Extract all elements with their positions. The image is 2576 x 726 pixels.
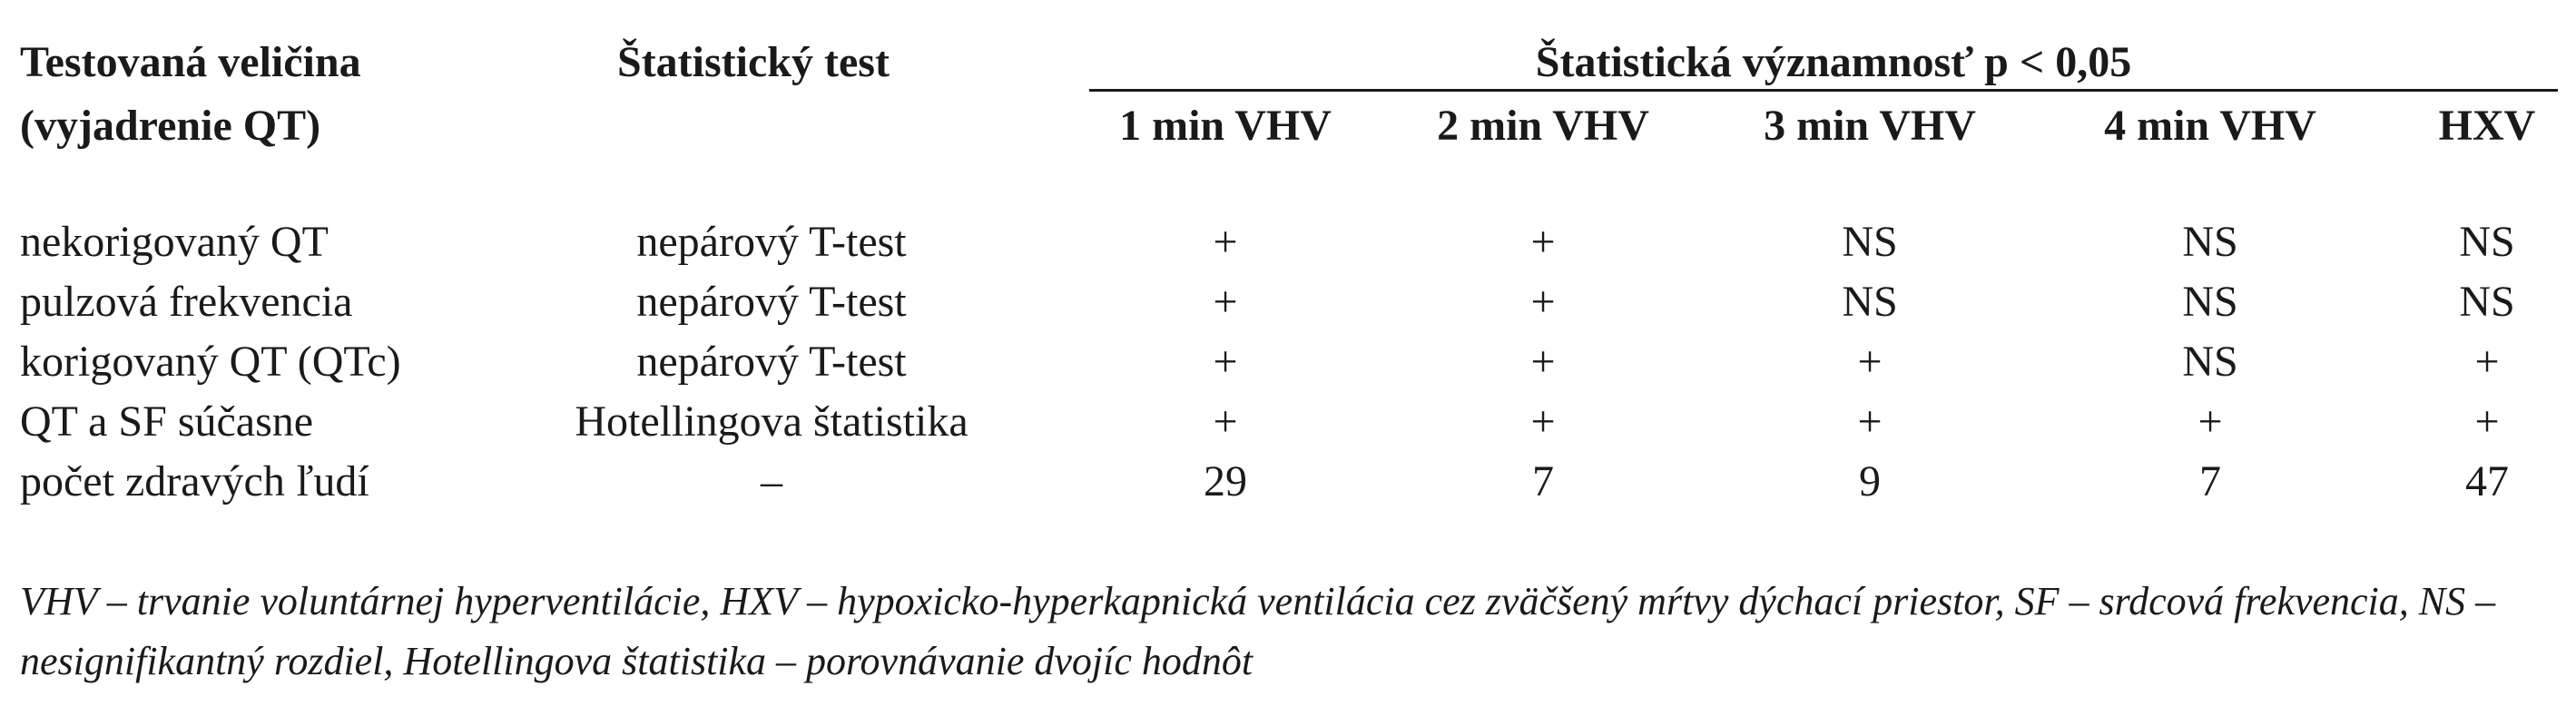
row-value: 29 [1204,457,1247,505]
row-test: nepárový T-test [636,278,907,326]
row-value: NS [1842,218,1898,266]
table-footnote: VHV – trvanie voluntárnej hyperventilácie, HXV – hypoxicko-hyperkapnická ventilácia cez zväčšený mŕtvy dýchací priestor, SF – srdcová frekvencia, NS – nesignifikantný rozdiel, Hotellingova štatistika – porovnávanie dvojíc hodnôt [20,579,2496,683]
row-value: NS [1842,278,1898,326]
row-value: NS [2459,218,2515,266]
row-variable: QT a SF súčasne [20,397,314,446]
row-value: + [1530,397,1556,446]
column-header-2min: 2 min VHV [1437,102,1649,150]
row-value: 7 [2199,457,2221,505]
header-variable-line1: Testovaná veličina [20,38,361,86]
row-test: Hotellingova štatistika [575,397,968,446]
row-value: + [1530,218,1556,266]
column-header-hxv: HXV [2438,102,2536,150]
column-header-3min: 3 min VHV [1764,102,1976,150]
row-value: 7 [1532,457,1554,505]
row-value: + [1213,397,1238,446]
row-variable: pulzová frekvencia [20,278,353,326]
row-test: – [761,457,782,505]
row-value: + [2474,338,2500,386]
row-value: + [2197,397,2223,446]
row-value: + [1530,338,1556,386]
row-value: 47 [2465,457,2509,505]
column-header-1min: 1 min VHV [1119,102,1332,150]
row-value: + [1213,338,1238,386]
header-significance: Štatistická významnosť p < 0,05 [1535,38,2132,86]
header-variable-line2: (vyjadrenie QT) [20,102,321,150]
row-value: + [1213,218,1238,266]
row-test: nepárový T-test [636,218,907,266]
row-variable: korigovaný QT (QTc) [20,338,401,386]
row-value: + [2474,397,2500,446]
row-value: + [1530,278,1556,326]
row-value: NS [2459,278,2515,326]
column-header-4min: 4 min VHV [2104,102,2316,150]
row-value: 9 [1859,457,1881,505]
row-value: + [1213,278,1238,326]
row-value: + [1857,397,1883,446]
row-value: NS [2182,278,2238,326]
header-divider [1089,89,2558,92]
header-test: Štatistický test [617,38,890,86]
row-test: nepárový T-test [636,338,907,386]
row-variable: počet zdravých ľudí [20,457,369,505]
row-value: + [1857,338,1883,386]
row-value: NS [2182,338,2238,386]
row-value: NS [2182,218,2238,266]
row-variable: nekorigovaný QT [20,218,329,266]
